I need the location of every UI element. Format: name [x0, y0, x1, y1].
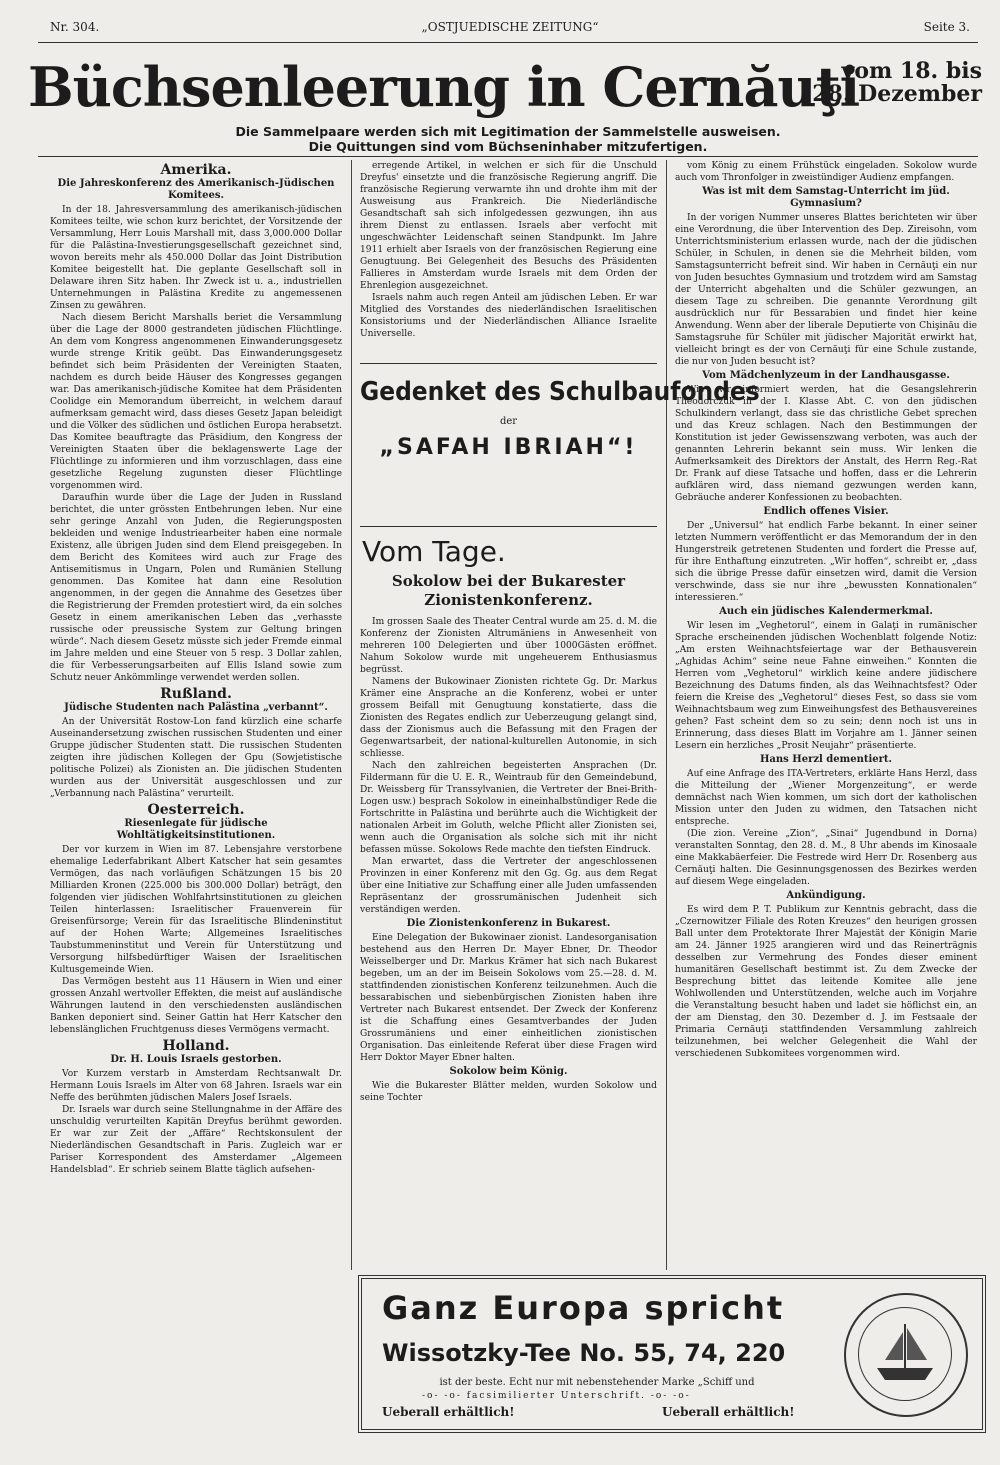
- seal-inner: [858, 1307, 952, 1401]
- paragraph: Vor Kurzem verstarb in Amsterdam Rechtsanwalt Dr. Hermann Louis Israels im Alter von 68 Jahren. Israels war ein Neffe des berühmten jüdischen Malers Josef Israels.: [50, 1069, 342, 1103]
- subheading: Ankündigung.: [786, 890, 866, 901]
- ad-product: Wissotzky-Tee No. 55, 74, 220: [382, 1339, 786, 1367]
- paragraph: Dr. Israels war durch seine Stellungnahme in der Affäre des unschuldig verurteilten Kapitän Dreyfus berühmt geworden. Er war zur Zeit der „Affäre“ Rechtskonsulent der Niederländischen Gesandtschaft in Paris. Zugleich war er Pariser Korrespondent des Amsterdamer „Algemeen Handelsblad“. Er schrieb seinem Blatte täglich aufsehen-: [50, 1105, 342, 1175]
- ad-text: ist der beste. Echt nur mit nebenstehender Marke „Schiff und: [439, 1377, 755, 1388]
- ad-text-2: -o- -o- facsimilierter Unterschrift. -o- -o-: [422, 1391, 691, 1401]
- subheading: Jüdische Studenten nach Palästina „verbannt“.: [64, 702, 328, 713]
- paragraph: In der vorigen Nummer unseres Blattes berichteten wir über eine Verordnung, die über Intervention des Dep. Zireisohn, vom Unterrichtsministerium erlassen wurde, nach der die jüdischen Schüler, in Schulen, in denen sie die Mehrheit bilden, vom Samstagsunterricht befreit sind. Wir haben in Cernăuţi ein nur von Juden besuchtes Gymnasium und trotzdem wird am Samstag der Unterricht abgehalten und die Schüler gezwungen, an diesem Tage zu schreiben. Die genannte Verordnung gilt ausdrücklich nur für Bessarabien und findet hier keine Anwendung. Wenn aber der liberale Deputierte von Chişinău die Samstagsruhe für Schüler mit jüdischer Majorität erwirkt hat, vielleicht bringt es der von Cernăuţi für eine Schule zustande, die nur von Juden besucht ist?: [675, 213, 977, 367]
- banner-title: Büchsenleerung in Cernăuţi: [28, 55, 860, 119]
- box-headline: Gedenket des Schulbaufondes: [360, 377, 760, 407]
- subheading: Vom Mädchenlyzeum in der Landhausgasse.: [702, 370, 950, 381]
- paragraph: Wie wir informiert werden, hat die Gesangslehrerin Theodorczuk in der I. Klasse Abt. C. von den jüdischen Schulkindern verlangt, dass sie das christliche Gebet sprechen und das Kreuz schlagen. Nach den Bestimmungen der Konstitution ist jeder Gewissenszwang verboten, was auch der genannten Lehrerin bekannt sein muss. Wir lenken die Aufmerksamkeit des Direktors der Anstalt, des Herrn Reg.-Rat Dr. Frank auf diese Tatsache und hoffen, dass er die Lehrerin aufklären wird, dass niemand gezwungen werden kann, Gebräuche anderer Konfessionen zu beobachten.: [675, 385, 977, 503]
- paragraph: Nach den zahlreichen begeisterten Ansprachen (Dr. Fildermann für die U. E. R., Weintraub für den Gemeindebund, Dr. Weissberg für Transsylvanien, die Vertreter der Bnei-Brith-Logen usw.) besprach Sokolow in eineinhalbstündiger Rede die Fortschritte in Palästina und berührte auch die Wichtigkeit der nationalen Arbeit im Goluth, welche Pflicht aller Zionisten sei, wenn auch die Organisation als solche sich mit ihr nicht befassen müsse. Sokolows Rede machte den tiefsten Eindruck.: [360, 761, 657, 855]
- column-divider: [666, 160, 667, 1270]
- sokolow-heading: Sokolow bei der Bukarester Zionistenkonferenz.: [391, 572, 626, 609]
- ship-trademark-seal: [844, 1293, 968, 1417]
- subheading: Die Jahreskonferenz des Amerikanisch-Jüdischen Komitees.: [57, 178, 335, 201]
- heading-amerika: Amerika.: [160, 162, 232, 178]
- paragraph: Israels nahm auch regen Anteil am jüdischen Leben. Er war Mitglied des Vorstandes des niederländischen Israelitischen Konsistoriums und der Niederländischen Alliance Israelite Universelle.: [360, 293, 657, 339]
- column-2-bottom: [360, 616, 657, 1266]
- paragraph: Eine Delegation der Bukowinaer zionist. Landesorganisation bestehend aus den Herren Dr. Mayer Ebner, Dr. Theodor Weisselberger und Dr. Markus Krämer hat sich nach Bukarest begeben, um an der im Beisein Sokolows vom 25.—28. d. M. stattfindenden zionistischen Konferenz teilzunehmen. Auch die bessarabischen und siebenbürgischen Zionisten haben ihre Vertreter nach Bukarest entsendet. Der Zweck der Konferenz ist die Schaffung eines Gesamtverbandes der Juden Grossrumäniens und einer einheitlichen zionistischen Organisation. Das einleitende Referat über diese Fragen wird Herr Doktor Mayer Ebner halten.: [360, 933, 657, 1063]
- page-number: Seite 3.: [923, 20, 970, 34]
- subheading: Was ist mit dem Samstag-Unterricht im jüd. Gymnasium?: [702, 186, 950, 209]
- banner-dates: vom 18. bis 28. Dezember: [812, 58, 982, 107]
- subheading: Auch ein jüdisches Kalendermerkmal.: [719, 606, 933, 617]
- issue-number: Nr. 304.: [50, 20, 100, 34]
- box-safah: „SAFAH IBRIAH“!: [379, 435, 638, 460]
- paragraph: Nach diesem Bericht Marshalls beriet die Versammlung über die Lage der 8000 gestrandeten jüdischen Flüchtlinge. An dem vom Kongress angenommenen Einwanderungsgesetz wurde strenge Kritik geübt. Das Einwanderungsgesetz befindet sich beim Präsidenten der Vereinigten Staaten, nachdem es durch beide Häuser des Kongresses gegangen war. Das amerikanisch-jüdische Komitee hat dem Präsidenten Coolidge ein Memorandum überreicht, in welchem darauf aufmerksam gemacht wird, dass dieses Gesetz Japan beleidigt und die Völker des südlichen und östlichen Europa herabsetzt. Das Komitee beauftragte das Präsidium, den Kongress der Vereinigten Staaten über die beklagenswerte Lage der Flüchtlinge zu informieren und ihm vorzuschlagen, dass eine gesetzliche Regelung zugunsten dieser Flüchtlinge vorgenommen wird.: [50, 313, 342, 491]
- column-2-top: [360, 160, 657, 360]
- paragraph: Das Vermögen besteht aus 11 Häusern in Wien und einer grossen Anzahl wertvoller Effekten, die meist auf ausländische Währungen lautend in den verschiedensten ausländischen Banken deponiert sind. Seiner Gattin hat Herr Katscher den lebenslänglichen Fruchtgenuss dieses Vermögens vermacht.: [50, 977, 342, 1035]
- vom-tage-heading: Vom Tage.: [362, 535, 506, 568]
- heading-oesterreich: Oesterreich.: [147, 802, 245, 818]
- paragraph: (Die zion. Vereine „Zion“, „Sinai“ Jugendbund in Dorna) veranstalten Sonntag, den 28. d. M., 8 Uhr abends im Kinosaale eine Makkabäerfeier. Die Festrede wird Herr Dr. Rosenberg aus Cernăuţi halten. Die Gesinnungsgenossen des Bezirkes werden auf diesem Wege eingeladen.: [675, 829, 977, 887]
- box-der: der: [499, 416, 518, 427]
- subheading: Dr. H. Louis Israels gestorben.: [110, 1054, 282, 1065]
- paragraph: vom König zu einem Frühstück eingeladen. Sokolow wurde auch vom Thronfolger in zweistündiger Audienz empfangen.: [675, 161, 977, 183]
- tea-advertisement: [358, 1275, 986, 1433]
- column-3: [675, 160, 977, 1270]
- banner-line-1: Die Sammelpaare werden sich mit Legitimation der Sammelstelle ausweisen.: [235, 124, 781, 139]
- paragraph: Wir lesen im „Veghetorul“, einem in Galaţi in rumänischer Sprache erscheinenden jüdischen Wochenblatt folgende Notiz: „Am ersten Weihnachtsfeiertage war der Bethausverein „Aghidas Achim“ seine neue Fahne einweihen.“ Konnten die Herren vom „Veghetorul“ wirklich keine andere jüdischere Bezeichnung des Datums finden, als das Weihnachtsfest? Oder feiern die Kreise des „Veghetorul“ dieses Fest, so dass sie vom Weihnachtsbaum weg zum Einweihungsfest des Bethausvereines gehen? Fast scheint dem so zu sein; denn noch ist uns in Erinnerung, dass dieses Blatt im Vorjahre am 1. Jänner seinen Lesern ein herzliches „Prosit Neujahr“ präsentierte.: [675, 621, 977, 751]
- banner-line-2: Die Quittungen sind vom Büchseninhaber mitzufertigen.: [308, 139, 708, 154]
- ad-available-right: Ueberall erhältlich!: [662, 1405, 795, 1419]
- subheading: Endlich offenes Visier.: [763, 506, 889, 517]
- column-divider: [351, 160, 352, 1270]
- paragraph: Der „Universul“ hat endlich Farbe bekannt. In einer seiner letzten Nummern veröffentlicht er das Memorandum der in den Hungerstreik getretenen Studenten und fordert die Presse auf, für ihre Enthaftung einzutreten. „Wir hoffen“, schreibt er, „dass sich die übrige Presse dafür einsetzen wird, damit die Version verschwinde, dass sie nur ihre „bewussten Konnationalen“ interessieren.“: [675, 521, 977, 603]
- paper-name: „OSTJUEDISCHE ZEITUNG“: [421, 20, 599, 34]
- heading-holland: Holland.: [162, 1038, 230, 1054]
- subheading: Riesenlegate für jüdische Wohltätigkeitsinstitutionen.: [116, 818, 276, 841]
- paragraph: Wie die Bukarester Blätter melden, wurden Sokolow und seine Tochter: [360, 1081, 657, 1103]
- subheading: Hans Herzl dementiert.: [759, 754, 893, 765]
- paragraph: Der vor kurzem in Wien im 87. Lebensjahre verstorbene ehemalige Lederfabrikant Albert Katscher hat sein gesamtes Vermögen, das nach vorläufigen Schätzungen 15 bis 20 Milliarden Kronen (225.000 bis 300.000 Dollar) beträgt, den folgenden vier jüdischen Wohlfahrtsinstitutionen zu gleichen Teilen hinterlassen: Israelitischer Frauenverein für Greisenfürsorge; Verein für das Israelitische Blindeninstitut auf der Hohen Warte; Allgemeines Israelitisches Taubstummeninstitut und Verein für Unterstützung und Versorgung hilfsbedürftiger Waisen der Israelitischen Kultusgemeinde Wien.: [50, 845, 342, 975]
- heading-russland: Rußland.: [160, 686, 232, 702]
- paragraph: In der 18. Jahresversammlung des amerikanisch-jüdischen Komitees teilte, wie schon kurz berichtet, der Vorsitzende der Versammlung, Herr Louis Marshall mit, dass 3,000.000 Dollar für die Palästina-Investierungsgesellschaft gezeichnet sind, wovon bereits mehr als 450.000 Dollar das Joint Distribution Komitee beigestellt hat. Die geplante Gesellschaft soll in Delaware ihren Sitz haben. Ihr Zweck ist u. a., industriellen Unternehmungen in Palästina Kredite zu angemessenen Zinsen zu gewähren.: [50, 205, 342, 311]
- rule: [38, 42, 978, 43]
- subheading: Sokolow beim König.: [449, 1066, 568, 1077]
- paragraph: Im grossen Saale des Theater Central wurde am 25. d. M. die Konferenz der Zionisten Altrumäniens in Anwesenheit von mehreren 100 Delegierten und über 1000Gästen eröffnet. Nahum Sokolow wurde mit ungeheuerem Enthusiasmus begrüsst.: [360, 617, 657, 675]
- masthead: [50, 20, 970, 40]
- paragraph: Auf eine Anfrage des ITA-Vertreters, erklärte Hans Herzl, dass die Mitteilung der „Wiener Morgenzeitung“, er werde demnächst nach Wien kommen, um sich dort der katholischen Mission unter den Juden zu widmen, den Tatsachen nicht entspreche.: [675, 769, 977, 827]
- paragraph: erregende Artikel, in welchen er sich für die Unschuld Dreyfus' einsetzte und die französische Regierung angriff. Die französische Regierung verwarnte ihn und drohte ihm mit der Ausweisung aus Frankreich. Die Niederländische Gesandtschaft sah sich infolgedessen gezwungen, ihn aus ihrem Dienst zu entlassen. Israels aber verfocht mit ungeschwächter Leidenschaft seinen Standpunkt. Im Jahre 1911 erhielt aber Israels von der französischen Regierung eine Genugtuung. Bei Gelegenheit des Besuchs des Präsidenten Fallieres in Amsterdam wurde Israels mit dem Orden der Ehrenlegion ausgezeichnet.: [360, 161, 657, 291]
- paragraph: Man erwartet, dass die Vertreter der angeschlossenen Provinzen in einer Konferenz mit den Gg. Gg. aus dem Regat über eine Initiative zur Schaffung einer alle Juden umfassenden Repräsentanz der grossrumänischen Judenheit sich verständigen werden.: [360, 857, 657, 915]
- column-1: [50, 160, 342, 1440]
- ship-icon: [859, 1308, 951, 1400]
- paragraph: Daraufhin wurde über die Lage der Juden in Russland berichtet, die unter grössten Entbehrungen leben. Nur eine sehr geringe Anzahl von Juden, die Regierungsposten bekleiden und wenige Industriearbeiter haben eine normale Existenz, alle übrigen Juden sind dem Elend preisgegeben. In dem Bericht des Komitees wird auch zur Frage des Antisemitismus in Ungarn, Polen und Rumänien Stellung genommen. Das Komitee hat dann eine Resolution angenommen, in der gegen die Annahme des Gesetzes über die Registrierung der Fremden protestiert wird, da ein solches Gesetz in einem amerikanischen Leben das „verhasste russische oder preussische System zur Geltung bringen würde“. Nach diesem Gesetz müsste sich jeder Fremde einmal im Jahre melden und eine Steuer von 5 resp. 3 Dollar zahlen, die für Verbesserungsarbeiten auf Ellis Island sowie zum Schutz neuer Ankömmlinge verwendet werden sollen.: [50, 493, 342, 683]
- paragraph: An der Universität Rostow-Lon fand kürzlich eine scharfe Auseinandersetzung zwischen russischen Studenten und einer Gruppe jüdischer Studenten statt. Die russischen Studenten zeigten ihre jüdischen Kollegen der Gpu (Sowjetistische politische Polizei) als Zionisten an. Die jüdischen Studenten wurden aus der Universität ausgeschlossen und zur „Verbannung nach Palästina“ verurteilt.: [50, 717, 342, 799]
- paragraph: Es wird dem P. T. Publikum zur Kenntnis gebracht, dass die „Czernowitzer Filiale des Roten Kreuzes“ den heurigen grossen Ball unter dem Protektorate Ihrer Majestät der Königin Marie am 24. Jänner 1925 arangieren wird und das Reinerträgnis desselben zur Vermehrung des Fondes dieser eminent humanitären Gesellschaft bestimmt ist. Zu dem Zwecke der Besprechung bittet das leitende Komitee alle jene Wohlwollenden und Unterstützenden, welche auch im Vorjahre die Veranstaltung besucht haben und ladet sie höflichst ein, an der am Dienstag, den 30. Dezember d. J. im Festsaale der Primaria Cernăuţi stattfindenden Versammlung zahlreich teilzunehmen, bei welcher Gelegenheit die Wahl der verschiedenen Subkomitees vorgenommen wird.: [675, 905, 977, 1059]
- paragraph: Namens der Bukowinaer Zionisten richtete Gg. Dr. Markus Krämer eine Ansprache an die Konferenz, wobei er unter grossem Beifall mit Genugtuung konstatierte, dass die Zionisten des Regates endlich zur Ueberzeugung gelangt sind, dass der Zionismus auch die Befassung mit den Fragen der Gegenwartsarbeit, der national-kulturellen Autonomie, in sich schliesse.: [360, 677, 657, 759]
- school-fund-box: [360, 363, 760, 527]
- subheading: Die Zionistenkonferenz in Bukarest.: [406, 918, 611, 929]
- ad-available-left: Ueberall erhältlich!: [382, 1405, 515, 1419]
- rule: [38, 156, 978, 157]
- ad-headline: Ganz Europa spricht: [382, 1289, 785, 1327]
